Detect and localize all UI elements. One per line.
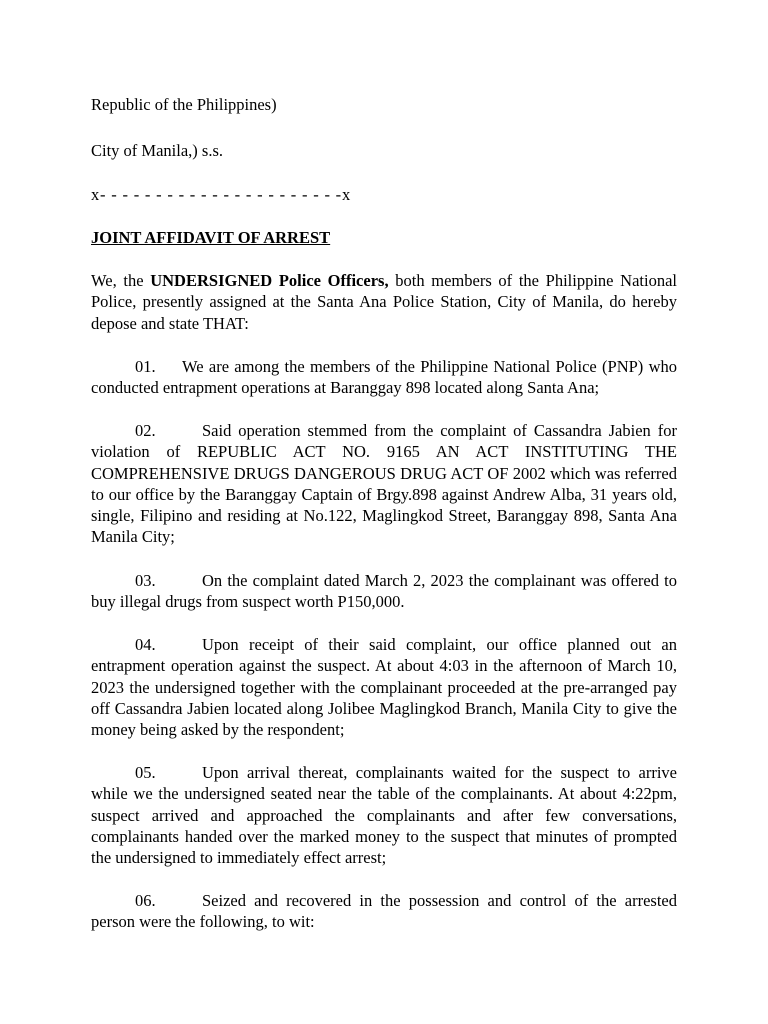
- paragraph-06: [91, 890, 677, 933]
- paragraph-number: 06.: [135, 891, 156, 910]
- paragraph-number: 02.: [135, 421, 156, 440]
- intro-rest: both members of the Philippine National Police, presently assigned at the Santa Ana Police Station, City of Manila, do hereby depose and state THAT:: [91, 271, 677, 333]
- paragraph-text: On the complaint dated March 2, 2023 the complainant was offered to buy illegal drugs from suspect worth P150,000.: [91, 571, 677, 612]
- caption-separator: x- - - - - - - - - - - - - - - - - - - - - -x: [91, 185, 352, 204]
- paragraph-02: [91, 420, 677, 548]
- intro-bold: UNDERSIGNED Police Officers,: [150, 271, 389, 290]
- paragraph-text: Seized and recovered in the possession and control of the arrested person were the following, to wit:: [91, 891, 677, 932]
- paragraph-number: 03.: [135, 571, 156, 590]
- intro-paragraph: [91, 270, 677, 334]
- paragraph-number: 05.: [135, 763, 156, 782]
- paragraph-01: [91, 356, 677, 399]
- paragraph-number: 04.: [135, 635, 156, 654]
- paragraph-text: We are among the members of the Philippine National Police (PNP) who conducted entrapment operations at Baranggay 898 located along Santa Ana;: [91, 357, 677, 398]
- paragraph-text: Upon arrival thereat, complainants waited for the suspect to arrive while we the undersigned seated near the table of the complainants. At about 4:22pm, suspect arrived and approached the complainants and after few conversations, complainants handed over the marked money to the suspect that minutes of prompted the undersigned to immediately effect arrest;: [91, 763, 677, 868]
- paragraph-number: 01.: [135, 357, 156, 376]
- paragraph-text: Said operation stemmed from the complaint of Cassandra Jabien for violation of REPUBLIC ACT NO. 9165 AN ACT INSTITUTING THE COMPREHENSIVE DRUGS DANGEROUS DRUG ACT OF 2002 which was referred to our office by the Baranggay Captain of Brgy.898 against Andrew Alba, 31 years old, single, Filipino and residing at No.122, Maglingkod Street, Baranggay 898, Santa Ana Manila City;: [91, 421, 677, 547]
- document-title: JOINT AFFIDAVIT OF ARREST: [91, 228, 331, 247]
- venue-republic: Republic of the Philippines): [91, 95, 277, 114]
- paragraph-03: [91, 570, 677, 613]
- intro-lead: We, the: [91, 271, 151, 290]
- paragraph-04: [91, 634, 677, 740]
- venue-city: City of Manila,) s.s.: [91, 141, 223, 160]
- paragraph-text: Upon receipt of their said complaint, our office planned out an entrapment operation against the suspect. At about 4:03 in the afternoon of March 10, 2023 the undersigned together with the complainant proceeded at the pre-arranged pay off Cassandra Jabien located along Jolibee Maglingkod Branch, Manila City to give the money being asked by the respondent;: [91, 635, 677, 740]
- paragraph-05: [91, 762, 677, 868]
